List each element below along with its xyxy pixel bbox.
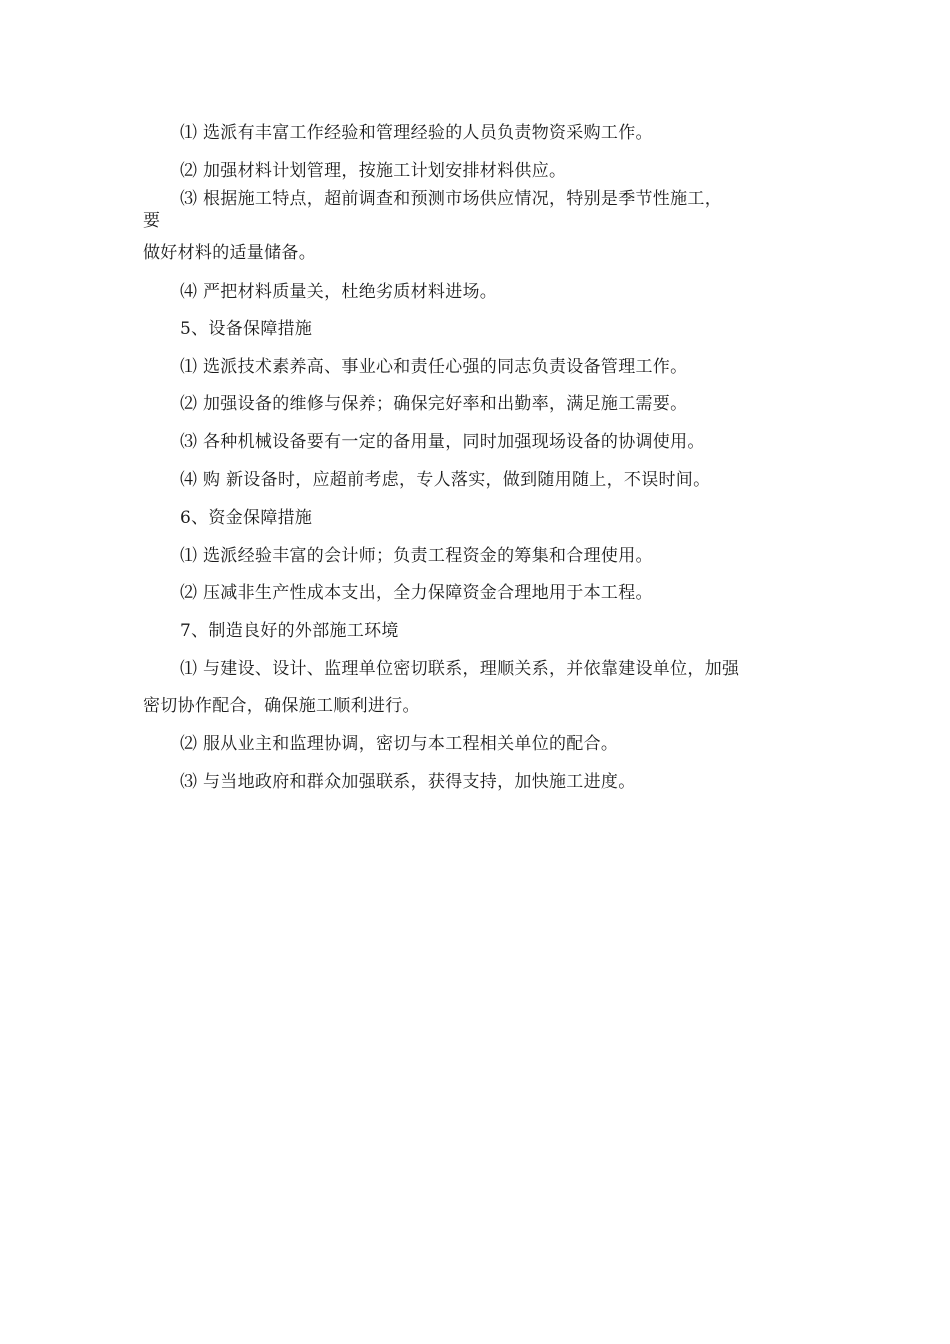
paragraph-environment-1: ⑴ 与建设、设计、监理单位密切联系，理顺关系，并依靠建设单位，加强 bbox=[180, 659, 740, 679]
paragraph-funds-1: ⑴ 选派经验丰富的会计师；负责工程资金的筹集和合理使用。 bbox=[180, 546, 653, 566]
section-heading-equipment: 5、设备保障措施 bbox=[180, 319, 313, 339]
paragraph-environment-1-cont: 密切协作配合，确保施工顺利进行。 bbox=[143, 696, 420, 716]
paragraph-material-3-cont: 做好材料的适量储备。 bbox=[143, 243, 316, 263]
paragraph-funds-2: ⑵ 压减非生产性成本支出，全力保障资金合理地用于本工程。 bbox=[180, 583, 653, 603]
paragraph-material-3-wrap: 要 bbox=[143, 211, 161, 231]
paragraph-equipment-1: ⑴ 选派技术素养高、事业心和责任心强的同志负责设备管理工作。 bbox=[180, 357, 688, 377]
paragraph-material-4: ⑷ 严把材料质量关，杜绝劣质材料进场。 bbox=[180, 282, 498, 302]
paragraph-equipment-4: ⑷ 购 新设备时，应超前考虑，专人落实，做到随用随上，不误时间。 bbox=[180, 470, 711, 490]
paragraph-environment-3: ⑶ 与当地政府和群众加强联系，获得支持，加快施工进度。 bbox=[180, 772, 636, 792]
paragraph-material-2: ⑵ 加强材料计划管理，按施工计划安排材料供应。 bbox=[180, 161, 567, 181]
paragraph-environment-2: ⑵ 服从业主和监理协调，密切与本工程相关单位的配合。 bbox=[180, 734, 619, 754]
paragraph-material-3: ⑶ 根据施工特点，超前调查和预测市场供应情况，特别是季节性施工， bbox=[180, 189, 723, 209]
paragraph-equipment-2: ⑵ 加强设备的维修与保养；确保完好率和出勤率，满足施工需要。 bbox=[180, 394, 688, 414]
paragraph-equipment-3: ⑶ 各种机械设备要有一定的备用量，同时加强现场设备的协调使用。 bbox=[180, 432, 705, 452]
section-heading-funds: 6、资金保障措施 bbox=[180, 508, 313, 528]
paragraph-material-1: ⑴ 选派有丰富工作经验和管理经验的人员负责物资采购工作。 bbox=[180, 123, 653, 143]
section-heading-environment: 7、制造良好的外部施工环境 bbox=[180, 621, 399, 641]
